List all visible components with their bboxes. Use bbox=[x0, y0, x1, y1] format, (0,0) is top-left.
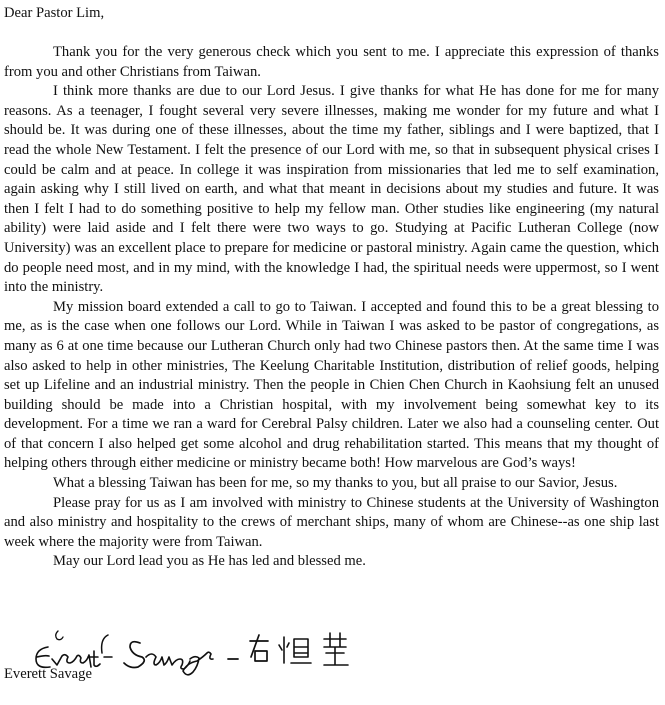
paragraph-testimony: I think more thanks are due to our Lord Jesus. I give thanks for what He has done for me for many reasons. As a teenager, I fought several very severe illnesses, making me wonder for my future and what I should be. It was during one of these illnesses, about the time my father, siblings and I were baptized, that I read the whole New Testament. I felt the presence of our Lord with me, so that in subsequent physical crises I could be calm and at peace. In college it was inspiration from missionaries that led me to self examination, again asking why I still lived on earth, and what that meant in decisions about my studies and future. It was then I felt I had to do something positive to help my fellow man. Other studies like engineering (my natural ability) were laid aside and I felt there were two ways to go. Studying at Pacific Lutheran College (now University) was an excellent place to prepare for medicine or pastoral ministry. Again came the question, which do people need most, and in my mind, with the knowledge I had, the spiritual needs were uppermost, so I went into the ministry. bbox=[4, 83, 659, 296]
printed-name: Everett Savage bbox=[4, 666, 92, 682]
paragraph-taiwan-ministry: My mission board extended a call to go to Taiwan. I accepted and found this to be a great blessing to me, as is the case when one follows our Lord. While in Taiwan I was asked to be pastor of congregations, as many as 6 at one time because our Lutheran Church only had two Chinese pastors then. At the same time I was also asked to help in other ministries, The Keelung Charitable Institution, distribution of relief goods, helping set up Lifeline and an industrial ministry. Then the people in Chien Chen Church in Kaohsiung felt an unused building should be made into a Christian hospital, with my involvement being somewhat key to its development. For a time we ran a ward for Cerebral Palsy children. Later we also had a counseling center. Out of that concern I also helped get some alcohol and drug rehabilitation started. This means that my thought of helping others through either medicine or ministry became both! How marvelous are God’s ways! bbox=[4, 298, 659, 472]
paragraph-blessing: What a blessing Taiwan has been for me, so my thanks to you, but all praise to our Savior, Jesus. bbox=[53, 475, 618, 492]
paragraph-thanks: Thank you for the very generous check which you sent to me. I appreciate this expression of thanks from you and other Christians from Taiwan. bbox=[4, 44, 659, 80]
closing-line: May our Lord lead you as He has led and blessed me. bbox=[53, 553, 366, 570]
paragraph-prayer-request: Please pray for us as I am involved with ministry to Chinese students at the University of Washington and also ministry and hospitality to the crews of merchant ships, many of whom are Chinese--as one ship last week where the majority were from Taiwan. bbox=[4, 494, 659, 550]
letter-body bbox=[4, 43, 659, 572]
salutation: Dear Pastor Lim, bbox=[4, 5, 105, 21]
